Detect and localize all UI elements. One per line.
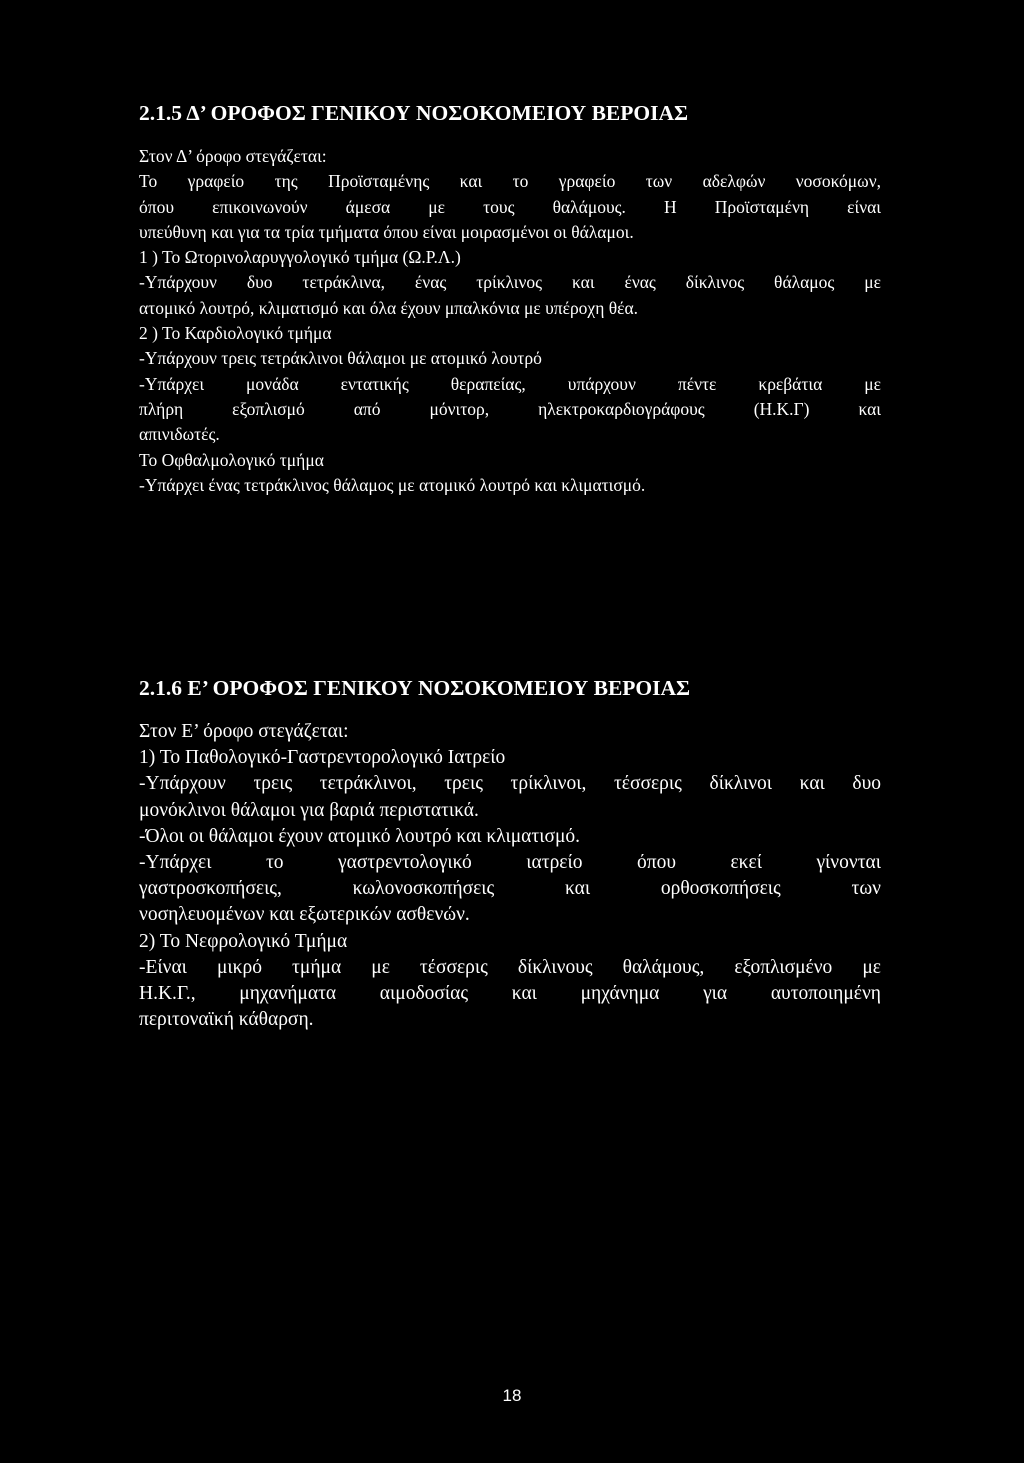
text-line: Στον Ε’ όροφο στεγάζεται: (139, 721, 349, 742)
text-line: απινιδωτές. (139, 424, 220, 445)
text-line: όπου επικοινωνούν άμεσα με τους θαλάμους. Η Προϊσταμένη είναι (139, 196, 881, 217)
section-e-floor (139, 673, 881, 1033)
text-line: 2 ) Το Καρδιολογικό τμήμα (139, 323, 332, 344)
text-line: -Υπάρχει το γαστρεντολογικό ιατρείο όπου εκεί γίνονται (139, 852, 881, 874)
text-line: 1 ) Το Ωτορινολαρυγγολογικό τμήμα (Ω.Ρ.Λ.) (139, 247, 461, 268)
section-heading: 2.1.5 Δ’ ΟΡΟΦΟΣ ΓΕΝΙΚΟΥ ΝΟΣΟΚΟΜΕΙΟΥ ΒΕΡΟΙΑΣ (139, 101, 689, 125)
text-line: πλήρη εξοπλισμό από μόνιτορ, ηλεκτροκαρδιογράφους (Η.Κ.Γ) και (139, 398, 881, 419)
text-line: -Όλοι οι θάλαμοι έχουν ατομικό λουτρό και κλιματισμό. (139, 825, 581, 847)
text-line: -Υπάρχουν δυο τετράκλινα, ένας τρίκλινος και ένας δίκλινος θάλαμος με (139, 272, 881, 293)
text-line: -Υπάρχει ένας τετράκλινος θάλαμος με ατομικό λουτρό και κλιματισμό. (139, 474, 646, 495)
text-line: Το Οφθαλμολογικό τμήμα (139, 449, 324, 470)
text-line: -Υπάρχουν τρεις τετράκλινοι θάλαμοι με ατομικό λουτρό (139, 348, 542, 369)
text-line: περιτοναϊκή κάθαρση. (139, 1009, 314, 1031)
text-line: 2) Το Νεφρολογικό Τμήμα (139, 930, 348, 952)
text-line: -Είναι μικρό τμήμα με τέσσερις δίκλινους θαλάμους, εξοπλισμένο με (139, 956, 881, 978)
page-number: 18 (502, 1386, 522, 1405)
text-line: -Υπάρχει μονάδα εντατικής θεραπείας, υπάρχουν πέντε κρεβάτια με (139, 373, 881, 394)
section-heading: 2.1.6 Ε’ ΟΡΟΦΟΣ ΓΕΝΙΚΟΥ ΝΟΣΟΚΟΜΕΙΟΥ ΒΕΡΟΙΑΣ (139, 676, 691, 700)
text-line: υπεύθυνη και για τα τρία τμήματα όπου είναι μοιρασμένοι οι θάλαμοι. (139, 221, 634, 242)
text-line: Το γραφείο της Προϊσταμένης και το γραφείο των αδελφών νοσοκόμων, (139, 171, 881, 192)
text-line: γαστροσκοπήσεις, κωλονοσκοπήσεις και ορθοσκοπήσεις των (139, 878, 881, 900)
text-line: Στον Δ’ όροφο στεγάζεται: (139, 146, 327, 166)
text-line: μονόκλινοι θάλαμοι για βαριά περιστατικά. (139, 799, 479, 821)
text-line: ατομικό λουτρό, κλιματισμό και όλα έχουν μπαλκόνια με υπέροχη θέα. (139, 297, 638, 318)
text-line: Η.Κ.Γ., μηχανήματα αιμοδοσίας και μηχάνημα για αυτοποιημένη (139, 983, 881, 1005)
text-line: 1) Το Παθολογικό-Γαστρεντορολογικό Ιατρείο (139, 747, 506, 769)
text-line: νοσηλευομένων και εξωτερικών ασθενών. (139, 904, 470, 926)
text-line: -Υπάρχουν τρεις τετράκλινοι, τρεις τρίκλινοι, τέσσερις δίκλινοι και δυο (139, 773, 881, 795)
section-d-floor (139, 98, 881, 498)
